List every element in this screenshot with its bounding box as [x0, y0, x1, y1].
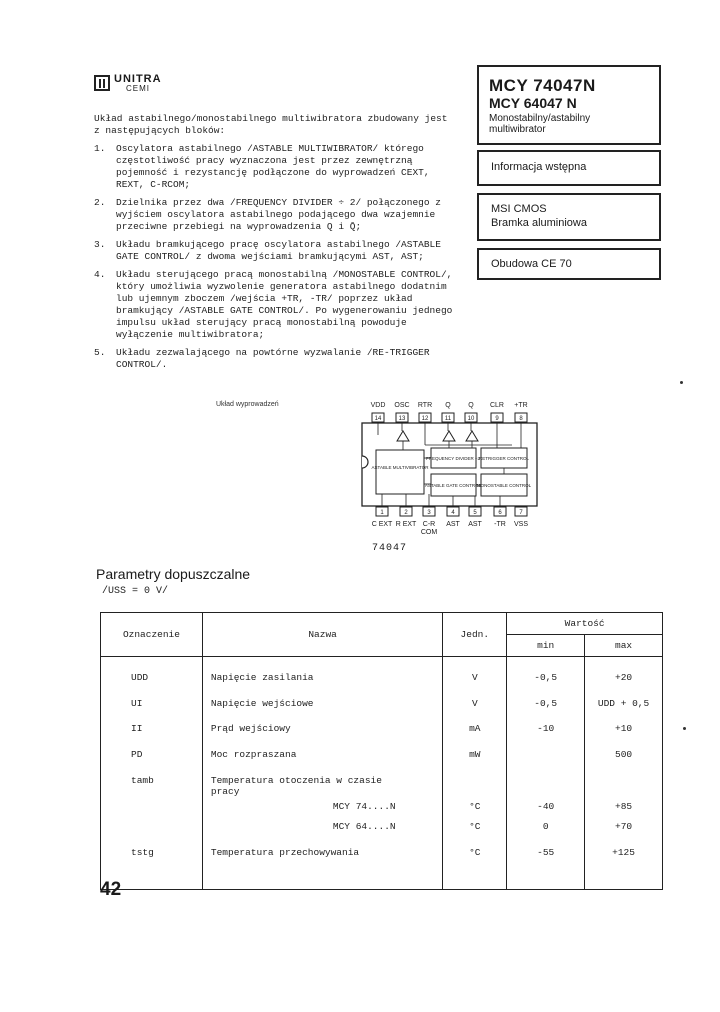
pin-number: 7	[519, 510, 523, 516]
table-row-unit: V	[471, 672, 478, 683]
pin-label-top: +TR	[514, 402, 528, 409]
pin-number: 2	[404, 510, 408, 516]
pin-label-bottom: -TR	[494, 521, 506, 528]
table-row-symbol: tstg	[131, 847, 154, 858]
params-condition: /USS = 0 V/	[102, 586, 169, 597]
table-row-unit: mW	[469, 749, 481, 760]
header-symbol: Oznaczenie	[101, 613, 203, 657]
part-description: Monostabilny/astabilny multiwibrator	[489, 113, 591, 135]
pin-number: 9	[495, 416, 499, 422]
unitra-logo-icon	[94, 75, 110, 91]
table-row-unit: °C	[469, 801, 481, 812]
table-row-min: -40	[537, 801, 555, 812]
pin-label-top: Q	[445, 402, 451, 409]
column-max	[585, 657, 663, 890]
table-row-min: -55	[537, 847, 555, 858]
table-row-symbol: UDD	[131, 672, 149, 683]
pin-label-top: CLR	[489, 402, 505, 409]
table-row-name: MCY 64....N	[332, 821, 396, 832]
table-row-name: Temperatura przechowywania	[210, 847, 360, 858]
column-name	[202, 657, 442, 890]
pin-number: 12	[421, 416, 429, 422]
pin-label-top: RTR	[417, 402, 433, 409]
table-row-max: +125	[612, 847, 635, 858]
diagram-part-number: 74047	[372, 543, 408, 554]
pin-label-top: Q	[468, 402, 474, 409]
logo-brand: UNITRA	[114, 73, 162, 85]
retrigger-label: RETRIGGER CONTROL	[478, 456, 530, 461]
table-row-min: -10	[537, 723, 555, 734]
pinout-diagram	[212, 395, 542, 560]
pin-label-bottom: C EXT	[371, 521, 393, 528]
part-number-secondary: MCY 64047 N	[489, 95, 577, 111]
case-box	[477, 248, 661, 280]
table-row-unit: °C	[469, 847, 481, 858]
logo-sub: CEMI	[126, 84, 150, 93]
params-table	[100, 612, 663, 890]
part-number-primary: MCY 74047N	[489, 76, 596, 95]
list-item	[94, 239, 454, 263]
table-row-max: +10	[615, 723, 633, 734]
table-row-max: 500	[615, 749, 633, 760]
table-row-symbol: PD	[131, 749, 143, 760]
list-item-number: 2.	[94, 197, 106, 208]
list-item	[94, 143, 454, 191]
pin-number: 4	[451, 510, 455, 516]
divider-label: FREQUENCY DIVIDER ÷2	[426, 456, 480, 461]
list-item-text: Oscylatora astabilnego /ASTABLE MULTIWIBRATOR/ którego częstotliwość pracy wyznaczona jest przez zewnętrzną pojemność i rezystancję podłączone do wyprowadzeń CEXT, REXT, C-RCOM;	[116, 143, 430, 190]
pin-label-top: VDD	[370, 402, 386, 409]
header-name: Nazwa	[202, 613, 442, 657]
scan-mark	[680, 381, 683, 384]
table-row-min: 0	[542, 821, 549, 832]
table-row-name: Napięcie wejściowe	[210, 698, 314, 709]
gate-label: ASTABLE GATE CONTROL	[424, 483, 482, 488]
info-box	[477, 150, 661, 186]
table-row-max: +85	[615, 801, 633, 812]
diagram-caption: Układ wyprowadzeń	[216, 401, 279, 408]
list-item-number: 3.	[94, 239, 106, 250]
table-row-min: -0,5	[534, 698, 558, 709]
astable-block	[376, 450, 424, 494]
technology-line2: Bramka aluminiowa	[491, 217, 587, 229]
header-max: max	[585, 635, 663, 657]
table-row-name: Napięcie zasilania	[210, 672, 314, 683]
table-row-unit: V	[471, 698, 478, 709]
column-unit	[443, 657, 507, 890]
astable-label: ASTABLE MULTIVIBRATOR	[371, 465, 429, 470]
column-min	[507, 657, 585, 890]
pin-label-bottom: C-R COM	[420, 521, 438, 536]
mono-label: MONOSTABLE CONTROL	[476, 483, 532, 488]
pin-label-top: OSC	[394, 402, 410, 409]
table-row-name: Temperatura otoczenia w czasie pracy	[210, 775, 382, 797]
list-item	[94, 197, 454, 233]
table-row-name: Moc rozpraszana	[210, 749, 297, 760]
pin-label-bottom: VSS	[513, 521, 528, 528]
list-item-number: 1.	[94, 143, 106, 154]
pin-number: 10	[467, 416, 475, 422]
table-row-max: +70	[615, 821, 633, 832]
table-row-symbol: UI	[131, 698, 143, 709]
table-row-symbol: tamb	[131, 775, 154, 786]
pin-number: 11	[444, 416, 452, 422]
params-title: Parametry dopuszczalne	[96, 566, 251, 582]
column-symbol	[101, 657, 203, 890]
header-value: Wartość	[507, 613, 663, 635]
list-item-text: Układu zezwalającego na powtórne wyzwalanie /RE-TRIGGER CONTROL/.	[116, 347, 430, 370]
table-row-min: -0,5	[534, 672, 558, 683]
technology-box	[477, 193, 661, 241]
list-item	[94, 269, 454, 341]
list-item-number: 5.	[94, 347, 106, 358]
pin-number: 1	[380, 510, 384, 516]
list-item	[94, 347, 454, 371]
technology-line1: MSI CMOS	[491, 203, 547, 215]
scan-mark	[683, 727, 686, 730]
pin-number: 6	[498, 510, 502, 516]
intro-text	[94, 113, 454, 371]
page-number: 42	[100, 879, 122, 900]
list-item-text: Dzielnika przez dwa /FREQUENCY DIVIDER ÷ 2/ połączonego z wyjściem oscylatora astabilnego podającego dwa wzajemnie przeciwne przebiegi na wyprowadzenia Q i Q̄;	[116, 197, 441, 232]
case-label: Obudowa CE 70	[491, 258, 572, 270]
list-item-text: Układu sterującego pracą monostabilną /MONOSTABLE CONTROL/, który umożliwia wyzwolenie generatora astabilnego dodatnim lub ujemnym zboczem /wejścia +TR, -TR/ poprzez układ bramkujący /ASTABLE GATE CONTROL/. Po wygenerowaniu jednego impulsu układ sterujący pracą monostabilną powoduje wyłączenie multiwibratora;	[116, 269, 453, 340]
pin-number: 14	[374, 416, 382, 422]
pin-number: 13	[398, 416, 406, 422]
pin-number: 8	[519, 416, 523, 422]
header-unit: Jedn.	[443, 613, 507, 657]
intro-lead: Układ astabilnego/monostabilnego multiwibratora zbudowany jest z następujących bloków:	[94, 113, 448, 136]
list-item-number: 4.	[94, 269, 106, 280]
info-label: Informacja wstępna	[491, 161, 587, 173]
table-row-unit: mA	[469, 723, 481, 734]
table-row-max: +20	[615, 672, 633, 683]
list-item-text: Układu bramkującego pracę oscylatora astabilnego /ASTABLE GATE CONTROL/ z dwoma wejściami bramkującymi AST, AST;	[116, 239, 441, 262]
part-title-box	[477, 65, 661, 145]
table-row-symbol: II	[131, 723, 143, 734]
pin-label-bottom: AST	[468, 521, 482, 528]
table-row-name: Prąd wejściowy	[210, 723, 291, 734]
pin-number: 5	[473, 510, 477, 516]
header-min: min	[507, 635, 585, 657]
pinout-svg	[212, 395, 542, 560]
pin-label-bottom: R EXT	[395, 521, 417, 528]
pin-label-bottom: AST	[446, 521, 460, 528]
pin-number: 3	[427, 510, 431, 516]
table-row-max: UDD + 0,5	[597, 698, 650, 709]
unitra-logo	[94, 74, 194, 94]
table-row-name: MCY 74....N	[332, 801, 396, 812]
table-row-unit: °C	[469, 821, 481, 832]
